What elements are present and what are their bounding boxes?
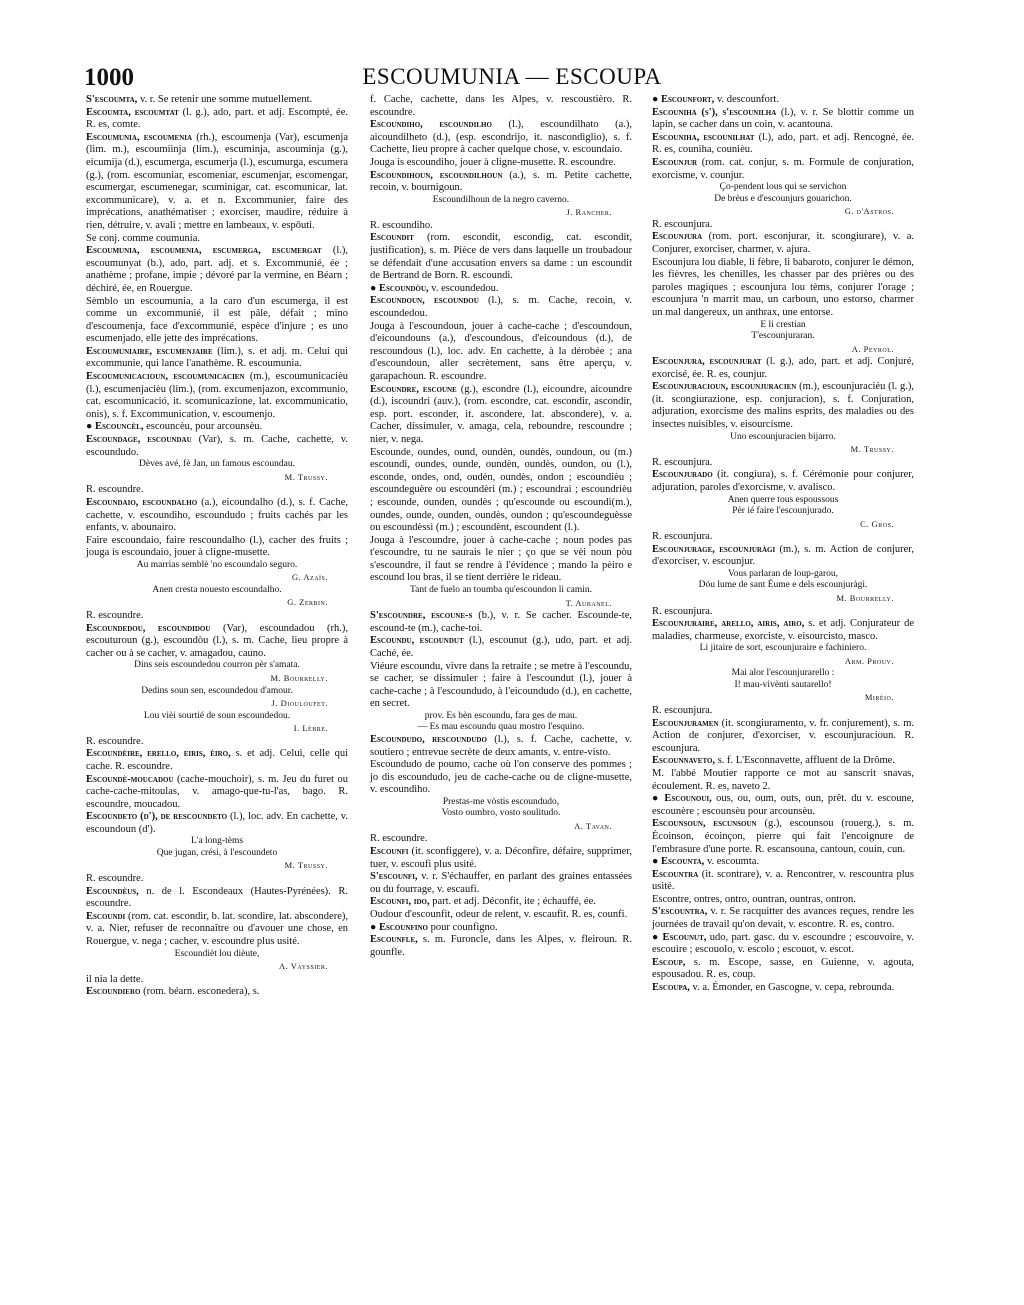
quotation-author: Mirèio. [864,692,894,703]
dictionary-entry [370,934,632,959]
dictionary-entry [652,544,914,569]
etymology-reference: R. escounjura. [652,605,713,617]
entry-headword: Escoupa, [652,982,690,994]
quotation-line: Anen querre tous espoussous [727,494,839,505]
quotation-author: G. d'Astros. [844,206,894,217]
dictionary-entry [370,384,632,447]
entry-headword: ● Escouncèl, [86,421,144,433]
entry-text: (rom. béarn. esconedera), s. [140,986,260,998]
dictionary-entry [86,245,348,295]
entry-headword: Escouniha, escounilhat [652,131,755,143]
entry-text: v. r. S'échauffer, en parlant des graines entassées ou du fourrage, v. escaufi. [370,871,632,895]
entry-headword: Escoundèire, erello, eiris, èiro, [86,748,231,760]
quotation-line: E li crestian [760,319,806,330]
entry-headword: ● Escoundòu, [370,282,429,294]
dictionary-entry [652,755,914,768]
quotation-line: Lou vièi sourtié de soun escoundedou. [143,710,291,721]
etymology-reference: R. escoundre. [86,610,144,622]
entry-text: Oudour d'escounfit, odeur de relent, v. escaufit. R. es, counfi. [370,909,628,921]
quotation-author: Arm. Prouv. [844,655,894,666]
etymology-reference: R. escoundre. [86,735,144,747]
dictionary-entry [652,793,914,818]
dictionary-entry [652,818,914,856]
entry-text: (l.), escoundilhato (a.), aicoundilheto (d.), (esp. escondrijo, it. nascondiglio), s. f. Cachette, lieu propre à cacher quelque chose, v. escoundaio. [370,119,632,156]
entry-text: (rom. cat. escondir, b. lat. scondire, lat. abscondere), v. a. Nier, refuser de reconnaître ou d'avouer une chose, en Rouergue, v. nega ; cacher, v. escoundre plus usité. [86,910,348,948]
etymology-reference: R. escoundre. [370,833,428,845]
dictionary-entry [370,661,632,711]
entry-text: ous, ou, oum, outs, oun, prêt. du v. escoune, escounère ; escounsèu pour arcounsèu. [652,793,914,817]
entry-headword: Escountra [652,868,699,880]
entry-text: pour counfigno. [427,921,498,933]
dictionary-entry [652,469,914,494]
entry-text: (it. congiura), s. f. Cérémonie pour conjurer, adjuration, paroles d'exorcisme, v. avalisco. [652,469,914,493]
entry-text: (g.), escounsou (rouerg.), s. m. Écoinson, écoinçon, pierre qui fait l'encoignure de l'embrasure d'une porte. R. escansouna, cantoun, couin, cun. [652,818,914,855]
dictionary-entry [86,886,348,911]
entry-text: s. et adj. Conjurateur de maladies, charmeuse, exorciste, v. eisourcisto, masco. [652,618,914,642]
quotation-author: M. Trussy. [850,444,894,455]
entry-text: Escoundudo de poumo, cache où l'on conserve des pommes ; jo dis escoundudo, jeu de cache-cache ou de cligne-musette, v. escoundiho. [370,759,632,796]
dictionary-entry [370,896,632,909]
entry-text: (l.), s. m. Cache, recoin, v. escoundedou. [370,295,632,319]
dictionary-entry [86,535,348,560]
entry-headword: Escoumunicacioun, escoumunicacien [86,371,245,383]
quotation-line: Ço-pendent lous qui se servichon [719,182,847,193]
entry-headword: Escounfle, [370,934,418,946]
etymology-reference: R. escounjura. [652,456,713,468]
entry-headword: Escoumunia, escoumenia, escumerga, escumergat [86,245,322,257]
dictionary-entry [370,909,632,922]
quotation-author: A. Peyrol. [851,343,894,354]
entry-text: Escontre, ontres, ontro, ountran, ountras, ontron. [652,893,856,905]
dictionary-entry [370,170,632,195]
quotation-line: L'a long-tèms [190,836,244,847]
entry-text: (it. sconfiggere), v. a. Déconfire, défaire, supprimer, tuer, v. escoufi plus usité. [370,846,632,870]
dictionary-entry [86,233,348,246]
entry-text: (l. g.), ado, part. et adj. Escompté, ée. R. es, comte. [86,106,349,131]
entry-headword: Escounjura [652,231,703,243]
entry-text: Viéure escoundu, vivre dans la retraite ; se metre à l'escoundu, se cacher, se dissimuler ; faire à l'escoundut (l.), jouer à cache-cache ; à l'escoundudo, à l'eicoundudo (d.), en cachette, en secret. [370,660,632,710]
quotation-author: G. Zerbin. [287,597,328,608]
entry-headword: Escounjuracioun, escounjuracien [652,381,797,393]
quotation-line: Tant de fuelo an toumba qu'escoundon li camin. [409,585,593,596]
entry-text: (m.), escoumunicacièu (l.), escumenjacièu (lim.), (rom. excumenjazon, excommunio, cat. escomunicació, it. scomunicazione, lat. excommunicatio, onis), s. f. Excommunication, v. escoumenjo. [86,371,348,420]
dictionary-entry [652,894,914,907]
entry-text: (it. scontrare), v. a. Rencontrer, v. rescountra plus usité. [652,868,914,893]
dictionary-entry [652,257,914,320]
dictionary-entry [652,906,914,931]
dictionary-entry [86,986,348,999]
dictionary-entry [370,535,632,585]
dictionary-entry [370,157,632,170]
etymology-reference: R. escoundiho. [370,219,433,231]
quotation-author: M. Trussy. [284,860,328,871]
dictionary-entry [86,434,348,459]
etymology-reference: il nia la dette. [86,973,144,985]
entry-text: Se conj. comme coumunia. [86,232,201,244]
entry-text: Jouga à l'escoundoun, jouer à cache-cache ; d'escoundoun, d'eicoundouns (a.), d'escoundous, d'eicoundous (d.), de rescoundous (l.), loc. adv. En cachette, à la dérobée ; ana d'escoundoun, aller secrètement, sans être aperçu, v. garapachoun. R. escoundre. [370,320,632,382]
entry-headword: S'escountra, [652,906,708,918]
quotation-author: A. Vayssier. [279,961,328,972]
dictionary-entry [370,283,632,296]
entry-text: s. m. Escope, sasse, en Guienne, v. agouta, espousadou. R. es, coup. [652,956,914,981]
quotation-line: Escoundièt lou dièute, [174,948,260,959]
entry-headword: Escoundiero [86,986,141,998]
etymology-reference: R. escoundre. [86,484,144,496]
entry-headword: Escounfi [370,846,409,858]
dictionary-entry [652,982,914,995]
entry-text: M. l'abbé Moutier rapporte ce mot au sanscrit snavas, écoulement. R. es, naveto 2. [652,767,914,792]
quotation-line: Anen cresta nouesto escoundalho. [152,584,282,595]
entry-text: n. de l. Escondeaux (Hautes-Pyrénées). R. escoundre. [86,885,348,910]
quotation-line: Dins seis escoundedou courron pèr s'amata. [134,660,300,671]
entry-text: v. escoumta. [704,856,760,868]
quotation-line: Prestas-me vòstis escoundudo, [442,796,560,807]
entry-headword: Escouniha (s'), s'escounilha [652,106,777,118]
entry-text: v. r. Se racquitter des avances reçues, rendre les journées de travail qu'on devait, v. escontre. R. es, contro. [652,906,914,931]
entry-text: (lim.), s. et adj. m. Celui qui excommunie, qui lance l'anathème. R. escoumunia. [86,345,348,370]
entry-headword: Escounjuraire, arello, airis, airo, [652,618,805,630]
entry-headword: Escoundre, escoune [370,383,457,395]
quotation-line: I! mau-vivènti sautarello! [734,679,832,690]
entry-text: (l.), escounut (g.), udo, part. et adj. Caché, ée. [370,635,632,659]
quotation-line: De brèus e d'escounjurs gouarichon. [714,193,852,204]
entry-headword: Escoundè-moucadou [86,773,174,785]
entry-headword: ● Escounta, [652,856,705,868]
etymology-reference: R. escounjura. [652,531,713,543]
quotation-author: G. Azaïs. [291,572,328,583]
quotation-line: Pèr ié faire l'escounjurado. [732,506,834,517]
etymology-reference: R. escounjura. [652,218,713,230]
entry-text: v. r. Se retenir une somme mutuellement. [137,94,313,105]
entry-headword: Escounjura, escounjurat [652,356,762,368]
entry-headword: Escoundoun, escoundou [370,295,479,307]
dictionary-entry [652,718,914,756]
entry-text: udo, part. gasc. du v. escoundre ; escouvoire, v. escouire ; escouolo, v. escolo ; escouot, v. escot. [652,931,914,956]
dictionary-entry [86,811,348,836]
entry-headword: Escounjurage, escounjuràgi [652,543,776,555]
dictionary-entry [86,421,348,434]
quotation-author: J. Rancher. [566,207,612,218]
dictionary-entry [370,295,632,320]
entry-text: (m.), s. m. Action de conjurer, d'exorciser, v. escounjur. [652,543,914,568]
quotation-line: Vous parlaran de loup-garou, [727,568,839,579]
entry-text: (l.), loc. adv. En cachette, v. escoundoun (d'). [86,811,348,835]
quotation-line: Mai alor l'escounjurarello : [731,668,835,679]
dictionary-entry [652,957,914,982]
dictionary-entry [86,911,348,949]
entry-text: part. et adj. Déconfit, ite ; échauffé, ée. [429,896,596,908]
column-right [652,94,914,995]
entry-headword: Escounjurado [652,469,713,481]
dictionary-entry [86,94,348,107]
dictionary-entry [652,768,914,793]
entry-text: (a.), eicoundalho (d.), s. f. Cache, cachette, v. escoundiho, escoundudo ; fruits cachés par les enfants, v. abounairo. [86,496,349,534]
running-title: ESCOUMUNIA — ESCOUPA [362,64,662,89]
dictionary-entry [370,635,632,660]
entry-text: (b.), v. r. Se cacher. Escounde-te, escound-te (m.), cache-toi. [370,610,632,634]
entry-text: Escounde, oundes, ound, oundèn, oundès, oundoun, ou (m.) escoundi, oundes, ounde, oundèn, oundès, oundon, ou (l.), esconde, ondes, ond, oudèn, oundès, ondon ; escoundièu ; escoundeguère ou escoundèri (m.) ; escoundrai ; escoundrièu ; escounde, ounden, oundès ; qu'escounde ou escoundi(m.), oundes, ounde, ounden, oundès, oundon ; qu'escoundeguèsse ou escoundèssi (m.) ; escoundènt, escoundent (l.). [370,446,632,534]
etymology-reference: R. escounjura. [652,704,713,716]
entry-text: (rom. port. esconjurar, it. scongiurare), v. a. Conjurer, exorciser, charmer, v. ajura. [652,231,914,255]
dictionary-entry [652,856,914,869]
entry-headword: ● Escounfort, [652,94,715,105]
entry-text: (m.), escounjuraciéu (l. g.), (it. scongiurazione, esp. conjuracion), s. f. Conjuration, adjuration, exorcisme des malins esprits, des maladies ou des insectes nuisibles, v. eisourcisme. [652,381,914,431]
quotation-line: Que jugan, crési, à l'escoundeto [156,847,278,858]
quotation-author: M. Trussy. [284,471,328,482]
column-left [86,94,348,999]
quotation-line: Dèves avé, fè Jan, un famous escoundau. [139,459,295,470]
entry-text: Jouga à l'escoundre, jouer à cache-cache ; noun podes pas t'escoundre, tu ne saurais le nier ; ço que se vèi noun pòu s'escoundre, il faut se rendre à l'évidence ; mando la pèiro e escound lou bras, il se tient derrière le rideau. [370,534,632,584]
quotation-line: — Es mau escoundu quau mostro l'esquino. [417,722,585,733]
quotation-line: Li jitaire de sort, escounjuraire e fachiniero. [699,643,867,654]
page-number: 1000 [84,64,134,91]
entry-text: s. et adj. Celui, celle qui cache. R. escoundre. [86,748,348,772]
entry-headword: Escounjuramen [652,717,719,729]
dictionary-entry [370,922,632,935]
quotation-author: T. Aubanel. [565,597,612,608]
entry-headword: Escoup, [652,956,686,968]
dictionary-entry [86,296,348,346]
entry-headword: ● Escounfino [370,921,428,933]
entry-headword: S'escounfi, [370,871,418,883]
entry-text: (a.), s. m. Petite cachette, recoin, v. bournigoun. [370,169,632,194]
entry-text: f. Cache, cachette, dans les Alpes, v. rescoustièro. R. escoundre. [370,94,632,118]
entry-headword: Escoundeto (d'), de rescoundeto [86,811,228,823]
entry-text: (Var), s. m. Cache, cachette, v. escoundudo. [86,434,349,458]
entry-text: Jouga is escoundiho, jouer à cligne-musette. R. escoundre. [370,156,616,168]
entry-headword: Escoundaio, escoundalho [86,496,198,508]
entry-text: (rh.), escoumenja (Var), escumenja (lim. m.), escoumiinja (lim.), escuminja, ascouminja (g.), eicumija (d.), escumerga, escumerja (l.), escumurga, escumera (g.), (rom. escomuniar, escomeniar, escumenjar, escomengar, escumergar, escumenegar, scuminigar, cat. escomunicar, lat. excommunicare), v. a. et n. Excommunier, faire des imprécations, anathématiser ; exorciser, maudire, réduire à rien, détruire, v. avali ; mettre en lambeaux, v. espôuti. [86,131,348,231]
dictionary-entry [370,232,632,282]
dictionary-entry [86,748,348,773]
quotation-author: I. Lèbre. [293,723,328,734]
dictionary-entry [652,107,914,132]
dictionary-entry [370,734,632,759]
quotation-line: prov. Es bèn escoundu, fara ges de mau. [424,710,578,721]
quotation-author: C. Gros. [860,518,894,529]
entry-headword: Escoundedou, escoundidou [86,622,211,634]
quotation-line: Dóu lume de sant Éume e dels escounjuràgi. [698,580,868,591]
entry-text: (rom. escondit, escondig, cat. escondit, justification), s. m. Pièce de vers dans laquelle un troubadour se défendait d'une accusation envers sa dame : un escoundit de Bertrand de Born. R. escoundi. [370,232,632,282]
entry-text: (l.), v. r. Se blottir comme un lapin, se cacher dans un coin, v. acantouna. [652,106,914,131]
entry-headword: Escoumunia, escoumenia [86,131,193,143]
dictionary-entry [370,871,632,896]
dictionary-entry [370,610,632,635]
dictionary-entry [652,94,914,107]
dictionary-entry [370,846,632,871]
quotation-author: M. Bourrelly. [270,672,328,683]
dictionary-entry [86,774,348,812]
entry-text: Faire escoundaio, faire rescoundalho (l.), cacher des fruits ; jouga is escoundaio, jouer à cligne-musette. [86,534,348,559]
entry-text: (l.), escoumunyat (b.), ado, part. adj. et s. Excommunié, ée ; anathème ; profane, impie ; dévoré par la vermine, en Béarn ; déchiré, ée, en Rouergue. [86,245,348,294]
entry-text: (g.), escondre (l.), eicoundre, aicoundre (d.), iscoundri (auv.), (rom. escondre, cat. escondir, ascondir, esp. port. esconder, it. ascondere, lat. abscondere), v. a. Cacher, dissimuler, v. amaga, cela, reboundre, rescoundre ; nier, v. nega. [370,383,632,445]
dictionary-entry [652,869,914,894]
dictionary-entry [86,623,348,661]
entry-headword: ● Escounoui, [652,793,712,805]
column-middle [370,94,632,959]
dictionary-entry [652,381,914,431]
entry-headword: S'escoundre, escoune-s [370,610,473,622]
dictionary-entry [370,119,632,157]
dictionary-entry [370,94,632,119]
entry-headword: Escoundèus, [86,885,139,897]
dictionary-entry [86,107,348,132]
entry-text: (l.), ado, part. et adj. Rencogné, ée. R. es, couniha, counièu. [652,131,915,156]
dictionary-entry [652,231,914,256]
entry-headword: Escounjur [652,156,698,168]
quotation-author: M. Bourrelly. [836,592,894,603]
etymology-reference: R. escoundre. [86,873,144,885]
entry-headword: Escoumuniaire, escumenjaire [86,345,213,357]
entry-headword: Escoundi [86,910,126,922]
entry-text: v. descounfort. [714,94,779,105]
dictionary-entry [86,371,348,421]
dictionary-entry [86,346,348,371]
dictionary-entry [370,447,632,535]
dictionary-entry [652,618,914,643]
quotation-line: Vosto oumbro, vosto soulitudo. [441,808,561,819]
quotation-line: Uno escounjuracien bijarro. [730,431,836,442]
entry-headword: Escounsoun, escunsoun [652,818,757,830]
entry-text: Escounjura lou diable, li fèbre, li babaroto, conjurer le démon, les fièvres, les chenilles, les chasser par des prières ou des paroles magiques ; escounjura lou tèms, conjurer l'orage ; escounjura 'n marrit mau, un carboun, uno estorso, charmer un mal dangereux, un anthrax, une entorse. [652,256,914,318]
quotation-author: A. Tavan. [574,820,612,831]
entry-text: Sèmblo un escoumunia, a la caro d'un escumerga, il est comme un excommunié, il est pâle, défait ; mino d'escoumenja, face d'excommunié, espèce d'injure ; es uno escumenjado, elle jette des imprécations. [86,295,348,345]
entry-text: escouncèu, pour arcounsèu. [143,421,263,433]
quotation-author: J. Diouloufet. [271,698,328,709]
entry-headword: Escounnaveto, [652,755,716,767]
entry-headword: Escoundudo, rescoundudo [370,733,487,745]
dictionary-entry [86,497,348,535]
entry-text: (Var), escoundadou (rh.), escouturoun (g.), escoundòu (l.), s. m. Cache, lieu propre à cacher ou à se cacher, v. amagadou, cauno. [86,622,348,659]
entry-text: s. f. L'Esconnavette, affluent de la Drôme. [715,755,895,767]
entry-headword: Escoundihoun, escoundilhoun [370,169,503,181]
dictionary-entry [652,157,914,182]
entry-headword: Escoundu, escoundut [370,635,464,647]
quotation-line: Au marrias semblè 'no escoundalo seguro. [136,559,298,570]
quotation-line: Dedins soun sen, escoundedou d'amour. [141,685,293,696]
entry-text: v. a. Émonder, en Gascogne, v. cepa, rebrounda. [689,982,895,994]
entry-headword: Escoundage, escoundau [86,434,192,446]
quotation-line: Escoundilhoun de la negro caverno. [432,194,570,205]
dictionary-entry [86,132,348,233]
quotation-line: T'escounjuraran. [751,331,815,341]
entry-headword: Escoundit [370,232,414,244]
entry-headword: Escoundiho, escoundilho [370,119,492,131]
dictionary-entry [370,321,632,384]
dictionary-entry [652,356,914,381]
entry-text: (l.), s. f. Cache, cachette, v. soutiero ; entrevue secrète de deux amants, v. entre-visto. [370,733,632,758]
entry-text: (l. g.), ado, part. et adj. Conjuré, exorcisé, ée. R. es, counjur. [652,356,914,380]
entry-text: s. m. Furoncle, dans les Alpes, v. fleiroun. R. gounfle. [370,934,632,958]
entry-headword: S'escoumta, [86,94,138,105]
dictionary-entry [652,932,914,957]
dictionary-entry [652,132,914,157]
entry-text: (rom. cat. conjur, s. m. Formule de conjuration, exorcisme, v. counjur. [652,156,914,181]
entry-text: v. escoundedou. [428,282,499,294]
entry-text: (it. scongiuramento, v. fr. conjurement), s. m. Action de conjurer, d'exorciser, v. escounjuracioun. R. escounjura. [652,717,914,754]
entry-text: (cache-mouchoir), s. m. Jeu du furet ou cache-cache-mitoulas, v. amago-que-tu-l'as, bago. R. escoundre, moucadou. [86,773,348,810]
entry-headword: Escounfi, ido, [370,896,430,908]
dictionary-entry [370,759,632,797]
entry-headword: ● Escounut, [652,931,707,943]
entry-headword: Escoumta, escoumtat [86,106,179,118]
